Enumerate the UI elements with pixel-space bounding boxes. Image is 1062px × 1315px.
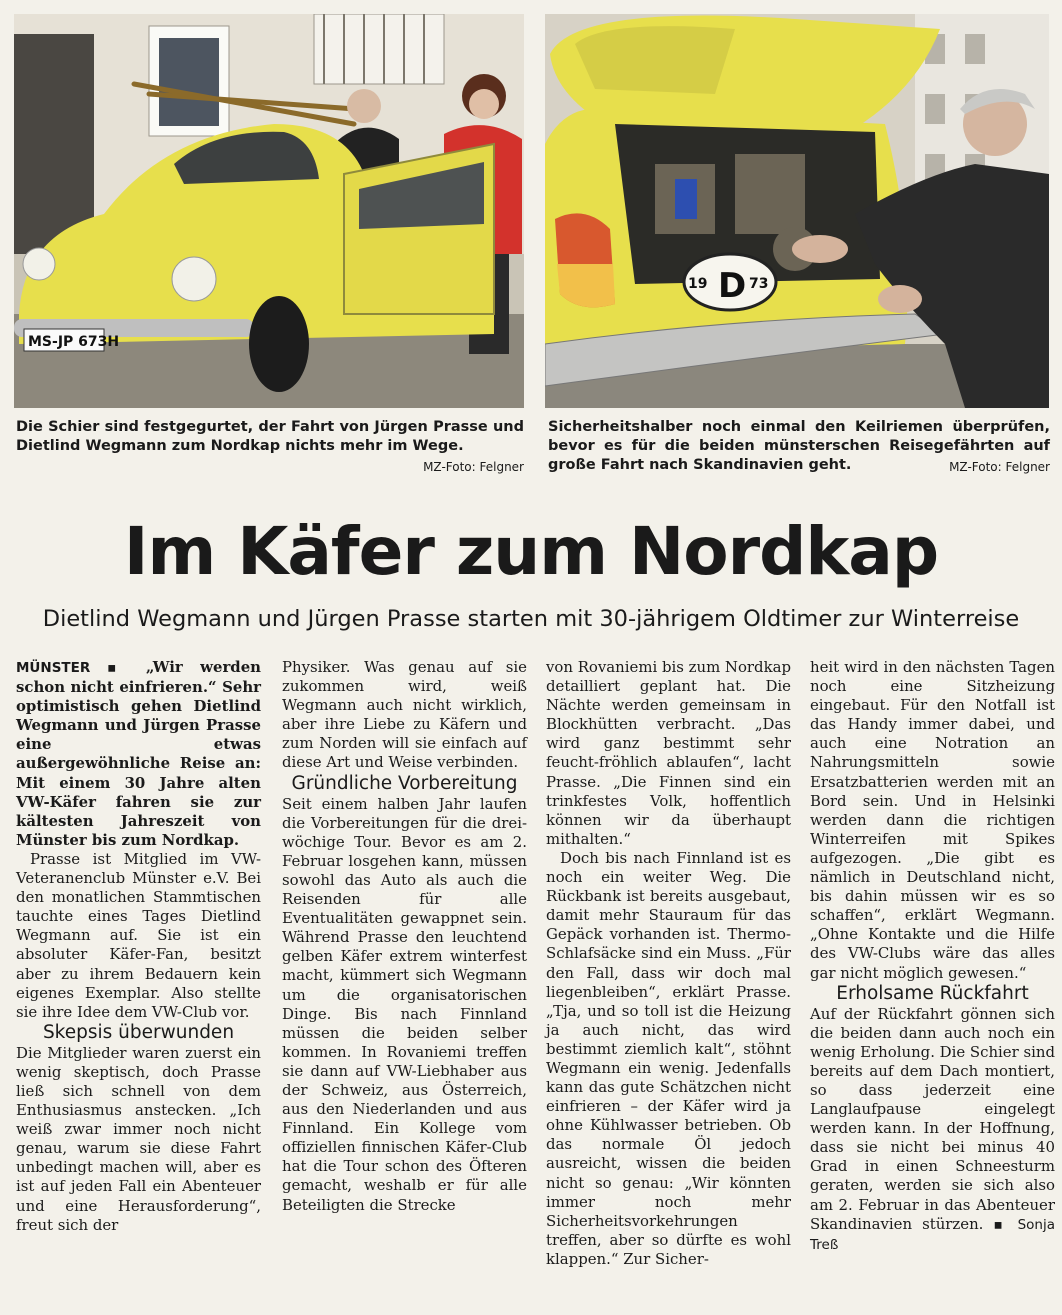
body-paragraph-final — [810, 1005, 1055, 1255]
photo-credit-right: MZ-Foto: Felgner — [949, 460, 1050, 474]
photo-beetle-with-skis — [14, 14, 524, 408]
headline: Im Käfer zum Nordkap — [123, 513, 939, 590]
caption-right — [548, 418, 1050, 477]
body-paragraph: Doch bis nach Finnland ist es noch ein weiter Weg. Die Rückbank ist bereits ausgebaut, damit mehr Stauraum für das Gepäck vorhanden ist. Thermo-Schlafsäcke sind ein Muss. „Für den Fall, dass wir doch mal liegenbleiben“, erklärt Prasse. „Tja, und so toll ist die Heizung ja auch nicht, das wird bestimmt ziemlich kalt“, stöhnt Wegmann ein wenig. Jedenfalls kann das gute Schätzchen nicht einfrieren – der Käfer wird ja ohne Kühlwasser betrieben. Ob das normale Öl jedoch ausreicht, wissen die beiden nicht so genau: „Wir könnten immer noch mehr Sicherheitsvorkehrungen treffen, aber so dürfte es wohl klappen.“ Zur Sicher- — [546, 848, 791, 1268]
caption-left-text: Die Schier sind festgegurtet, der Fahrt von Jürgen Prasse und Dietlind Wegmann zum Nordkap nichts mehr im Wege. — [16, 419, 524, 454]
subheading-vorbereitung: Gründliche Vorbereitung — [291, 772, 518, 794]
badge-letter: D — [718, 266, 747, 306]
license-plate: MS-JP 673H — [28, 334, 120, 350]
author-byline: ▪ Sonja Treß — [810, 1216, 1055, 1253]
final-text: Auf der Rückfahrt gönnen sich die beiden dann auch noch ein wenig Erholung. Die Schier sind bereits auf dem Dach montiert, so dass jederzeit eine Langlaufpause eingelegt werden kann. In der Hoffnung, dass sie nicht bei minus 40 Grad in einen Schneesturm geraten, werden sie sich also am 2. Februar in das Abenteuer Skandinavien stürzen. — [810, 1004, 1055, 1233]
lead-text: „Wir werden schon nicht einfrieren.“ Sehr optimistisch gehen Dietlind Wegmann und Jürgen Prasse eine etwas außergewöhnliche Reise an: Mit einem 30 Jahre alten VW-Käfer fahren sie zur kältesten Jahreszeit von Münster bis zum Nordkap. — [16, 658, 262, 849]
photo-engine-illustration — [545, 14, 1049, 408]
body-paragraph: von Rovaniemi bis zum Nordkap detailliert geplant hat. Die Nächte werden gemeinsam in Blockhütten verbracht. „Das wird ganz bestimmt sehr feucht-fröhlich ablaufen“, lacht Prasse. „Die Finnen sind ein trinkfestes Volk, hoffentlich können wir da überhaupt mithalten.“ — [546, 658, 791, 848]
subheadline: Dietlind Wegmann und Jürgen Prasse starten mit 30-jährigem Oldtimer zur Winterreise — [42, 606, 1020, 632]
body-paragraph: Die Mitglieder waren zuerst ein wenig skeptisch, doch Prasse ließ sich schnell von dem Enthusiasmus anstecken. „Ich weiß zwar immer noch nicht genau, warum sie diese Fahrt unbedingt machen will, aber es ist auf jeden Fall ein Abenteuer und eine Herausforderung“, freut sich der — [16, 1043, 261, 1234]
body-paragraph: heit wird in den nächsten Tagen noch eine Sitzheizung eingebaut. Für den Notfall ist das Handy immer dabei, und auch eine Notration an Nahrungsmitteln sowie Ersatzbatterien werden mit an Bord sein. Und in Helsinki werden dann die richtigen Winterreifen mit Spikes aufgezogen. „Die gibt es nämlich in Deutschland nicht, bis dahin müssen wir es so schaffen“, erklärt Wegmann. „Ohne Kontakte und die Hilfe des VW-Clubs wäre das alles gar nicht möglich gewesen.“ — [810, 658, 1055, 982]
article-column-1 — [16, 658, 261, 1235]
body-paragraph: Prasse ist Mitglied im VW-Veteranenclub Münster e.V. Bei den monatlichen Stammtischen tauchte eines Tages Dietlind Wegmann auf. Sie ist ein absoluter Käfer-Fan, besitzt aber zu ihrem Bedauern kein eigenes Exemplar. Also stellte sie ihre Idee dem VW-Club vor. — [16, 849, 261, 1021]
article-column-4 — [810, 658, 1055, 1255]
dateline: MÜNSTER ▪ — [16, 660, 129, 676]
badge-year-left: 19 — [688, 276, 708, 292]
lead-paragraph — [16, 658, 261, 850]
subheading-skepsis: Skepsis überwunden — [42, 1021, 235, 1043]
caption-right-text: Sicherheitshalber noch einmal den Keilriemen überprüfen, bevor es für die beiden münsterschen Reisegefährten auf große Fahrt nach Skandinavien geht. — [548, 419, 1050, 473]
article-column-3 — [546, 658, 791, 1269]
photo-beetle-illustration — [14, 14, 524, 408]
body-paragraph: Physiker. Was genau auf sie zukommen wird, weiß Wegmann auch nicht wirklich, aber ihre Liebe zu Käfern und zum Norden will sie einfach auf diese Art und Weise verbinden. — [282, 658, 527, 772]
badge-year-right: 73 — [749, 276, 769, 292]
photo-engine-check — [545, 14, 1049, 408]
body-paragraph: Seit einem halben Jahr laufen die Vorbereitungen für die drei-wöchige Tour. Bevor es am 2. Februar losgehen kann, müssen sowohl das Auto als auch die Reisenden für alle Eventualitäten gewappnet sein. Während Prasse den leuchtend gelben Käfer extrem winterfest macht, kümmert sich Wegmann um die organisatorischen Dinge. Bis nach Finnland müssen die beiden selber kommen. In Rovaniemi treffen sie dann auf VW-Liebhaber aus der Schweiz, aus Österreich, aus den Niederlanden und aus Finnland. Ein Kollege vom offiziellen finnischen Käfer-Club hat die Tour schon des Öfteren gemacht, weshalb er für alle Beteiligten die Strecke — [282, 794, 527, 1214]
article-column-2 — [282, 658, 527, 1215]
caption-left — [16, 418, 524, 477]
photo-credit-left: MZ-Foto: Felgner — [423, 460, 524, 474]
subheading-rueckfahrt: Erholsame Rückfahrt — [836, 982, 1029, 1004]
